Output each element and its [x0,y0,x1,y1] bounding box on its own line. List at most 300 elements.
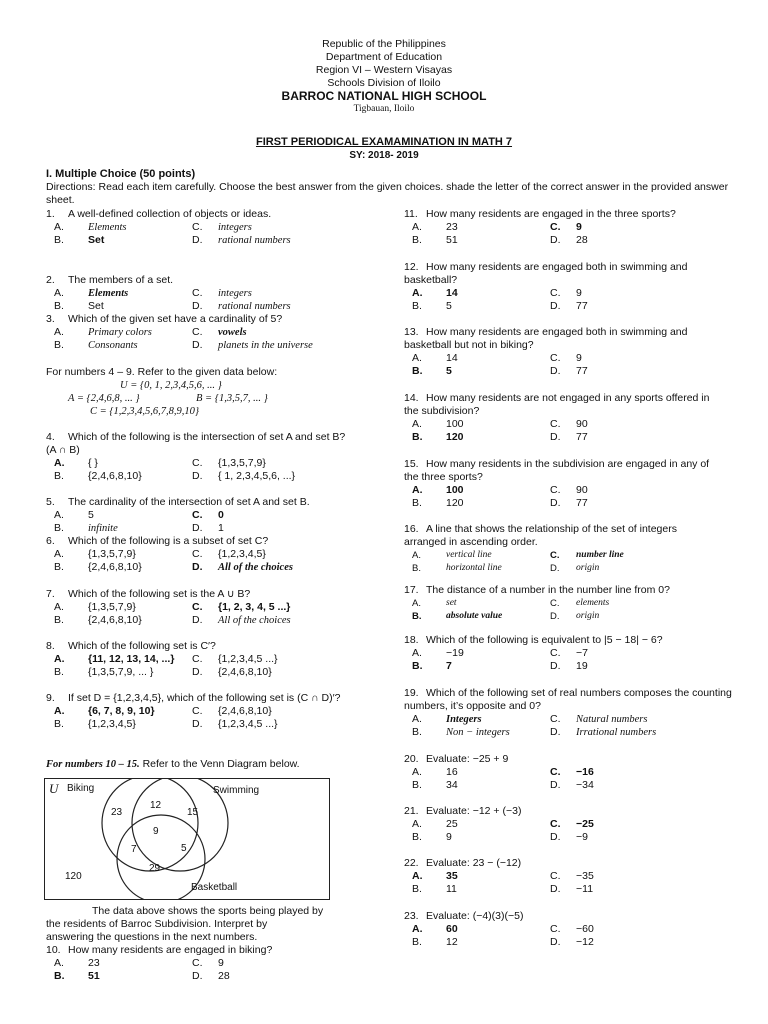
question-17 [404,584,734,623]
question-12 [404,261,724,313]
question-stem [404,208,734,221]
option-letter[interactable]: C. [550,352,561,364]
question-number: 5. [46,496,55,508]
venn-value: 7 [131,844,137,855]
option-text[interactable]: horizontal line [446,563,502,573]
option-text[interactable]: {1, 2, 3, 4, 5 ...} [218,601,291,613]
set-a: A = {2,4,6,8, ... } [68,393,140,404]
venn-value: 9 [153,826,159,837]
option-text[interactable]: 77 [576,300,588,312]
option-letter[interactable]: A. [54,653,65,665]
question-10 [46,944,386,983]
option-letter[interactable]: D. [550,365,561,377]
option-text[interactable]: 77 [576,497,588,509]
option-letter[interactable]: D. [192,614,203,626]
option-text[interactable]: {2,4,6,8,10} [218,705,272,717]
question-number: 11. [404,208,418,220]
venn-circle-biking [102,779,198,871]
question-stem [404,910,734,923]
option-letter[interactable]: A. [412,766,422,778]
option-letter[interactable]: A. [412,484,423,496]
answer-options [412,352,724,378]
option-letter[interactable]: C. [192,326,203,338]
option-letter[interactable]: A. [412,870,423,882]
option-letter[interactable]: B. [412,726,422,738]
question-number: 19. [404,687,419,699]
option-text[interactable]: Irrational numbers [576,727,657,738]
option-letter[interactable]: D. [550,726,561,738]
question-number: 3. [46,313,55,325]
option-letter[interactable]: D. [550,779,561,791]
option-text[interactable]: elements [576,598,610,608]
option-text[interactable]: −9 [576,831,588,843]
option-text[interactable]: {2,4,6,8,10} [88,561,142,573]
question-7 [46,588,386,627]
question-text: How many residents are engaged both in swimming and basketball but not in biking? [404,326,688,351]
option-text[interactable]: integers [218,288,252,299]
question-5 [46,496,386,535]
question-text: The cardinality of the intersection of set A and set B. [68,496,310,508]
option-text[interactable]: Primary colors [88,327,152,338]
option-text[interactable]: 77 [576,431,588,443]
option-letter[interactable]: A. [54,326,64,338]
option-letter[interactable]: D. [192,339,203,351]
option-text[interactable]: −34 [576,779,594,791]
option-text[interactable]: 16 [446,766,458,778]
option-text[interactable]: 28 [218,970,230,982]
question-number: 6. [46,535,55,547]
letterhead-line: Republic of the Philippines [322,38,446,50]
answer-options [54,326,386,352]
option-text[interactable]: {1,3,5,7,9} [218,457,266,469]
option-text[interactable]: 77 [576,365,588,377]
option-text[interactable]: 35 [446,870,458,882]
option-text[interactable]: absolute value [446,611,503,621]
exam-title: FIRST PERIODICAL EXAMAMINATION IN MATH 7 [255,136,513,148]
option-text[interactable]: rational numbers [218,301,291,312]
option-text[interactable]: 9 [576,221,582,233]
option-letter[interactable]: D. [550,883,561,895]
question-number: 20. [404,753,419,765]
question-stem [46,535,386,548]
option-letter[interactable]: A. [54,287,64,299]
set-c: C = {1,2,3,4,5,6,7,8,9,10} [90,406,200,417]
option-letter[interactable]: B. [54,339,64,351]
option-text[interactable]: 12 [446,936,458,948]
option-text[interactable]: {1,2,3,4,5} [88,718,136,730]
question-text: How many residents are engaged in the three sports? [426,208,676,220]
question-stem [404,392,724,418]
option-text[interactable]: 25 [446,818,458,830]
option-text[interactable]: set [446,598,457,608]
venn-label-swimming: Swimming [213,785,260,796]
question-text: Evaluate: (−4)(3)(−5) [426,910,524,922]
option-letter[interactable]: C. [550,221,561,233]
option-letter[interactable]: B. [412,431,423,443]
question-text: Evaluate: −25 + 9 [426,753,509,765]
option-text[interactable]: {2,4,6,8,10} [218,666,272,678]
option-letter[interactable]: B. [54,614,64,626]
option-letter[interactable]: C. [192,548,203,560]
option-letter[interactable]: D. [192,300,203,312]
option-text[interactable]: 51 [446,234,458,246]
option-text[interactable]: 5 [446,300,452,312]
option-letter[interactable]: D. [550,660,561,672]
question-1 [46,208,386,247]
question-number: 9. [46,692,55,704]
question-text: Which of the following is a subset of set C? [68,535,269,547]
option-letter[interactable]: B. [412,234,422,246]
question-text: A well-defined collection of objects or ideas. [68,208,272,220]
option-letter[interactable]: A. [54,705,65,717]
option-letter[interactable]: B. [54,300,64,312]
option-text[interactable]: 23 [88,957,100,969]
option-letter[interactable]: C. [192,457,203,469]
option-text[interactable]: Elements [88,288,129,299]
option-text[interactable]: origin [576,611,600,621]
option-letter[interactable]: A. [412,647,422,659]
option-letter[interactable]: D. [192,970,203,982]
question-stem [46,692,366,705]
venn-intro [46,758,300,771]
option-letter[interactable]: C. [550,598,560,609]
set-u: U = {0, 1, 2,3,4,5,6, ... } [120,380,222,391]
option-letter[interactable]: D. [192,561,203,573]
option-letter[interactable]: A. [412,352,422,364]
option-text[interactable]: −25 [576,818,594,830]
option-letter[interactable]: D. [550,936,561,948]
option-text[interactable]: 90 [576,484,588,496]
question-text: Which of the given set have a cardinality of 5? [68,313,283,325]
option-text[interactable]: −12 [576,936,594,948]
option-letter[interactable]: C. [192,957,203,969]
venn-text-line: The data above shows the sports being played by [92,905,324,917]
school-town: Tigbauan, Iloilo [353,104,415,114]
option-text[interactable]: 7 [446,660,452,672]
option-text[interactable]: planets in the universe [218,340,313,351]
question-9 [46,692,366,731]
option-letter[interactable]: C. [550,818,561,830]
option-text[interactable]: { 1, 2,3,4,5,6, ...} [218,470,296,482]
option-letter[interactable]: B. [412,563,421,574]
directions: Directions: Read each item carefully. Choose the best answer from the given choices. shade the letter of the correct answer in the provided answer sheet. [46,181,729,206]
answer-options [412,766,734,792]
question-stem [46,274,386,287]
answer-options [54,705,366,731]
option-letter[interactable]: C. [550,713,561,725]
option-text[interactable]: −35 [576,870,594,882]
option-letter[interactable]: B. [412,831,422,843]
option-letter[interactable]: D. [550,431,561,443]
option-text[interactable]: Consonants [88,340,138,351]
option-letter[interactable]: C. [192,653,203,665]
answer-options [412,549,704,575]
option-text[interactable]: {6, 7, 8, 9, 10} [88,705,155,717]
option-text[interactable]: 23 [446,221,458,233]
answer-options [54,548,386,574]
option-letter[interactable]: A. [412,418,422,430]
option-letter[interactable]: B. [54,470,64,482]
option-letter[interactable]: B. [412,497,422,509]
option-letter[interactable]: C. [192,705,203,717]
option-text[interactable]: vowels [218,327,247,338]
option-letter[interactable]: C. [550,550,560,561]
option-letter[interactable]: B. [412,779,422,791]
option-text[interactable]: All of the choices [218,615,291,626]
question-stem [404,753,734,766]
venn-intro-bold: For numbers 10 – 15. [46,759,140,770]
option-text[interactable]: {1,3,5,7,9, ... } [88,666,154,678]
option-text[interactable]: 5 [446,365,452,377]
option-text[interactable]: vertical line [446,550,492,560]
question-stem [404,805,734,818]
option-text[interactable]: 34 [446,779,458,791]
answer-options [412,818,734,844]
option-text[interactable]: 60 [446,923,458,935]
option-letter[interactable]: D. [550,611,560,622]
option-text[interactable]: {2,4,6,8,10} [88,614,142,626]
option-text[interactable]: origin [576,563,600,573]
option-letter[interactable]: B. [54,561,64,573]
option-text[interactable]: Set [88,234,105,246]
option-text[interactable]: integers [218,222,252,233]
option-text[interactable]: −16 [576,766,594,778]
question-text: How many residents are engaged both in swimming and basketball? [404,261,688,286]
option-letter[interactable]: B. [412,936,422,948]
option-text[interactable]: 100 [446,418,464,430]
question-6 [46,535,386,574]
option-text[interactable]: Elements [88,222,127,233]
option-letter[interactable]: C. [550,870,561,882]
venn-value: 12 [150,800,162,811]
option-letter[interactable]: B. [412,365,423,377]
option-text[interactable]: −60 [576,923,594,935]
option-letter[interactable]: C. [550,418,561,430]
option-text[interactable]: 19 [576,660,588,672]
option-letter[interactable]: A. [54,221,64,233]
option-text[interactable]: −19 [446,647,464,659]
question-stem [404,458,724,484]
option-letter[interactable]: A. [412,923,423,935]
option-letter[interactable]: D. [550,831,561,843]
question-number: 7. [46,588,55,600]
option-letter[interactable]: D. [550,563,560,574]
option-text[interactable]: 9 [576,287,582,299]
set-b: B = {1,3,5,7, ... } [196,393,268,404]
option-text[interactable]: {1,2,3,4,5} [218,548,266,560]
question-number: 22. [404,857,419,869]
answer-options [412,870,734,896]
option-letter[interactable]: C. [550,484,561,496]
question-3 [46,313,386,352]
option-letter[interactable]: C. [192,287,203,299]
letterhead-line: Region VI – Western Visayas [315,64,453,76]
answer-options [54,653,386,679]
option-letter[interactable]: A. [412,287,423,299]
option-text[interactable]: Natural numbers [576,714,648,725]
question-stem [46,208,386,221]
option-letter[interactable]: C. [550,647,561,659]
option-text[interactable]: 120 [446,497,464,509]
question-text: How many residents are not engaged in any sports offered in the subdivision? [404,392,710,417]
option-letter[interactable]: B. [54,522,64,534]
option-letter[interactable]: C. [550,287,561,299]
option-letter[interactable]: C. [192,221,203,233]
question-number: 4. [46,431,55,443]
option-letter[interactable]: A. [412,713,422,725]
exam-title-block [0,136,768,162]
question-number: 14. [404,392,419,404]
option-letter[interactable]: A. [54,957,64,969]
question-stem [46,944,386,957]
option-text[interactable]: 9 [446,831,452,843]
letterhead-line: Department of Education [325,51,443,63]
option-text[interactable]: 1 [218,522,224,534]
question-number: 8. [46,640,55,652]
question-20 [404,753,734,792]
venn-value: 5 [181,843,187,854]
option-letter[interactable]: A. [54,509,64,521]
option-text[interactable]: 9 [218,957,224,969]
question-text: Which of the following set is the A ∪ B? [68,588,251,600]
answer-options [412,484,724,510]
school-year: SY: 2018- 2019 [349,150,419,161]
option-text[interactable]: −7 [576,647,588,659]
venn-diagram [44,778,330,900]
option-letter[interactable]: C. [192,601,203,613]
option-letter[interactable]: A. [412,221,422,233]
option-letter[interactable]: B. [54,970,65,982]
venn-value: 120 [65,871,82,882]
option-letter[interactable]: D. [192,718,203,730]
option-letter[interactable]: B. [54,234,64,246]
question-text: The members of a set. [68,274,174,286]
option-letter[interactable]: C. [550,923,561,935]
question-stem [404,261,724,287]
option-letter[interactable]: B. [412,611,422,622]
option-text[interactable]: All of the choices [218,562,293,573]
option-letter[interactable]: A. [412,598,421,609]
option-letter[interactable]: B. [54,718,64,730]
option-letter[interactable]: B. [412,300,422,312]
option-text[interactable]: 5 [88,509,94,521]
answer-options [412,597,734,623]
question-text: Evaluate: 23 − (−12) [426,857,522,869]
question-number: 13. [404,326,419,338]
question-18 [404,634,734,673]
option-letter[interactable]: B. [412,660,423,672]
answer-options [412,287,724,313]
option-letter[interactable]: C. [192,509,203,521]
answer-options [54,957,386,983]
question-stem [404,857,734,870]
question-stem [46,496,386,509]
option-text[interactable]: Non − integers [446,727,510,738]
option-letter[interactable]: D. [550,300,561,312]
option-text[interactable]: 51 [88,970,100,982]
section-title: I. Multiple Choice (50 points) [46,168,196,180]
venn-label-basketball: Basketball [191,882,238,893]
option-text[interactable]: 28 [576,234,588,246]
venn-text-line: answering the questions in the next numbers. [46,931,258,943]
option-letter[interactable]: B. [54,666,64,678]
option-text[interactable]: { } [88,457,98,469]
option-letter[interactable]: A. [412,818,422,830]
option-text[interactable]: {1,2,3,4,5 ...} [218,653,278,665]
option-text[interactable]: −11 [576,883,594,895]
question-stem [46,588,386,601]
option-letter[interactable]: A. [54,601,64,613]
question-stem [404,634,734,647]
option-text[interactable]: rational numbers [218,235,291,246]
answer-options [54,509,386,535]
option-letter[interactable]: D. [550,234,561,246]
question-text: Evaluate: −12 + (−3) [426,805,522,817]
option-text[interactable]: 0 [218,509,224,521]
option-text[interactable]: 90 [576,418,588,430]
option-text[interactable]: 11 [446,883,457,895]
option-text[interactable]: {1,3,5,7,9} [88,548,136,560]
option-text[interactable]: {1,2,3,4,5 ...} [218,718,278,730]
question-22 [404,857,734,896]
question-text: A line that shows the relationship of the set of integers arranged in ascending order. [404,523,677,548]
question-number: 18. [404,634,419,646]
option-letter[interactable]: D. [192,234,203,246]
sets-intro-title: For numbers 4 – 9. Refer to the given data below: [46,366,278,378]
question-text: If set D = {1,2,3,4,5}, which of the following set is (C ∩ D)′? [68,692,341,704]
question-16 [404,523,704,575]
question-text: Which of the following is the intersection of set A and set B? (A ∩ B) [46,431,346,456]
option-text[interactable]: Integers [446,714,482,725]
option-letter[interactable]: D. [192,522,203,534]
question-number: 17. [404,584,419,596]
venn-value: 15 [187,807,199,818]
option-text[interactable]: 100 [446,484,464,496]
option-letter[interactable]: D. [192,470,203,482]
question-19 [404,687,734,739]
option-text[interactable]: 14 [446,287,458,299]
question-number: 15. [404,458,419,470]
question-number: 1. [46,208,55,220]
option-text[interactable]: 9 [576,352,582,364]
option-letter[interactable]: D. [550,497,561,509]
letterhead-line: Schools Division of Iloilo [327,77,441,89]
answer-options [412,221,734,247]
question-number: 2. [46,274,55,286]
answer-options [54,601,386,627]
option-text[interactable]: Set [88,300,104,312]
option-text[interactable]: {11, 12, 13, 14, ...} [88,653,175,665]
option-letter[interactable]: C. [550,766,561,778]
venn-circles [45,779,329,899]
option-text[interactable]: 14 [446,352,458,364]
option-text[interactable]: infinite [88,523,118,534]
option-text[interactable]: 120 [446,431,464,443]
question-number: 21. [404,805,419,817]
answer-options [412,647,734,673]
option-letter[interactable]: A. [54,548,64,560]
option-letter[interactable]: B. [412,883,422,895]
option-text[interactable]: {1,3,5,7,9} [88,601,136,613]
question-number: 10. [46,944,61,956]
question-stem [46,313,386,326]
option-letter[interactable]: A. [412,550,421,561]
option-text[interactable]: number line [576,550,624,560]
option-letter[interactable]: D. [192,666,203,678]
option-text[interactable]: {2,4,6,8,10} [88,470,142,482]
option-letter[interactable]: A. [54,457,65,469]
question-23 [404,910,734,949]
